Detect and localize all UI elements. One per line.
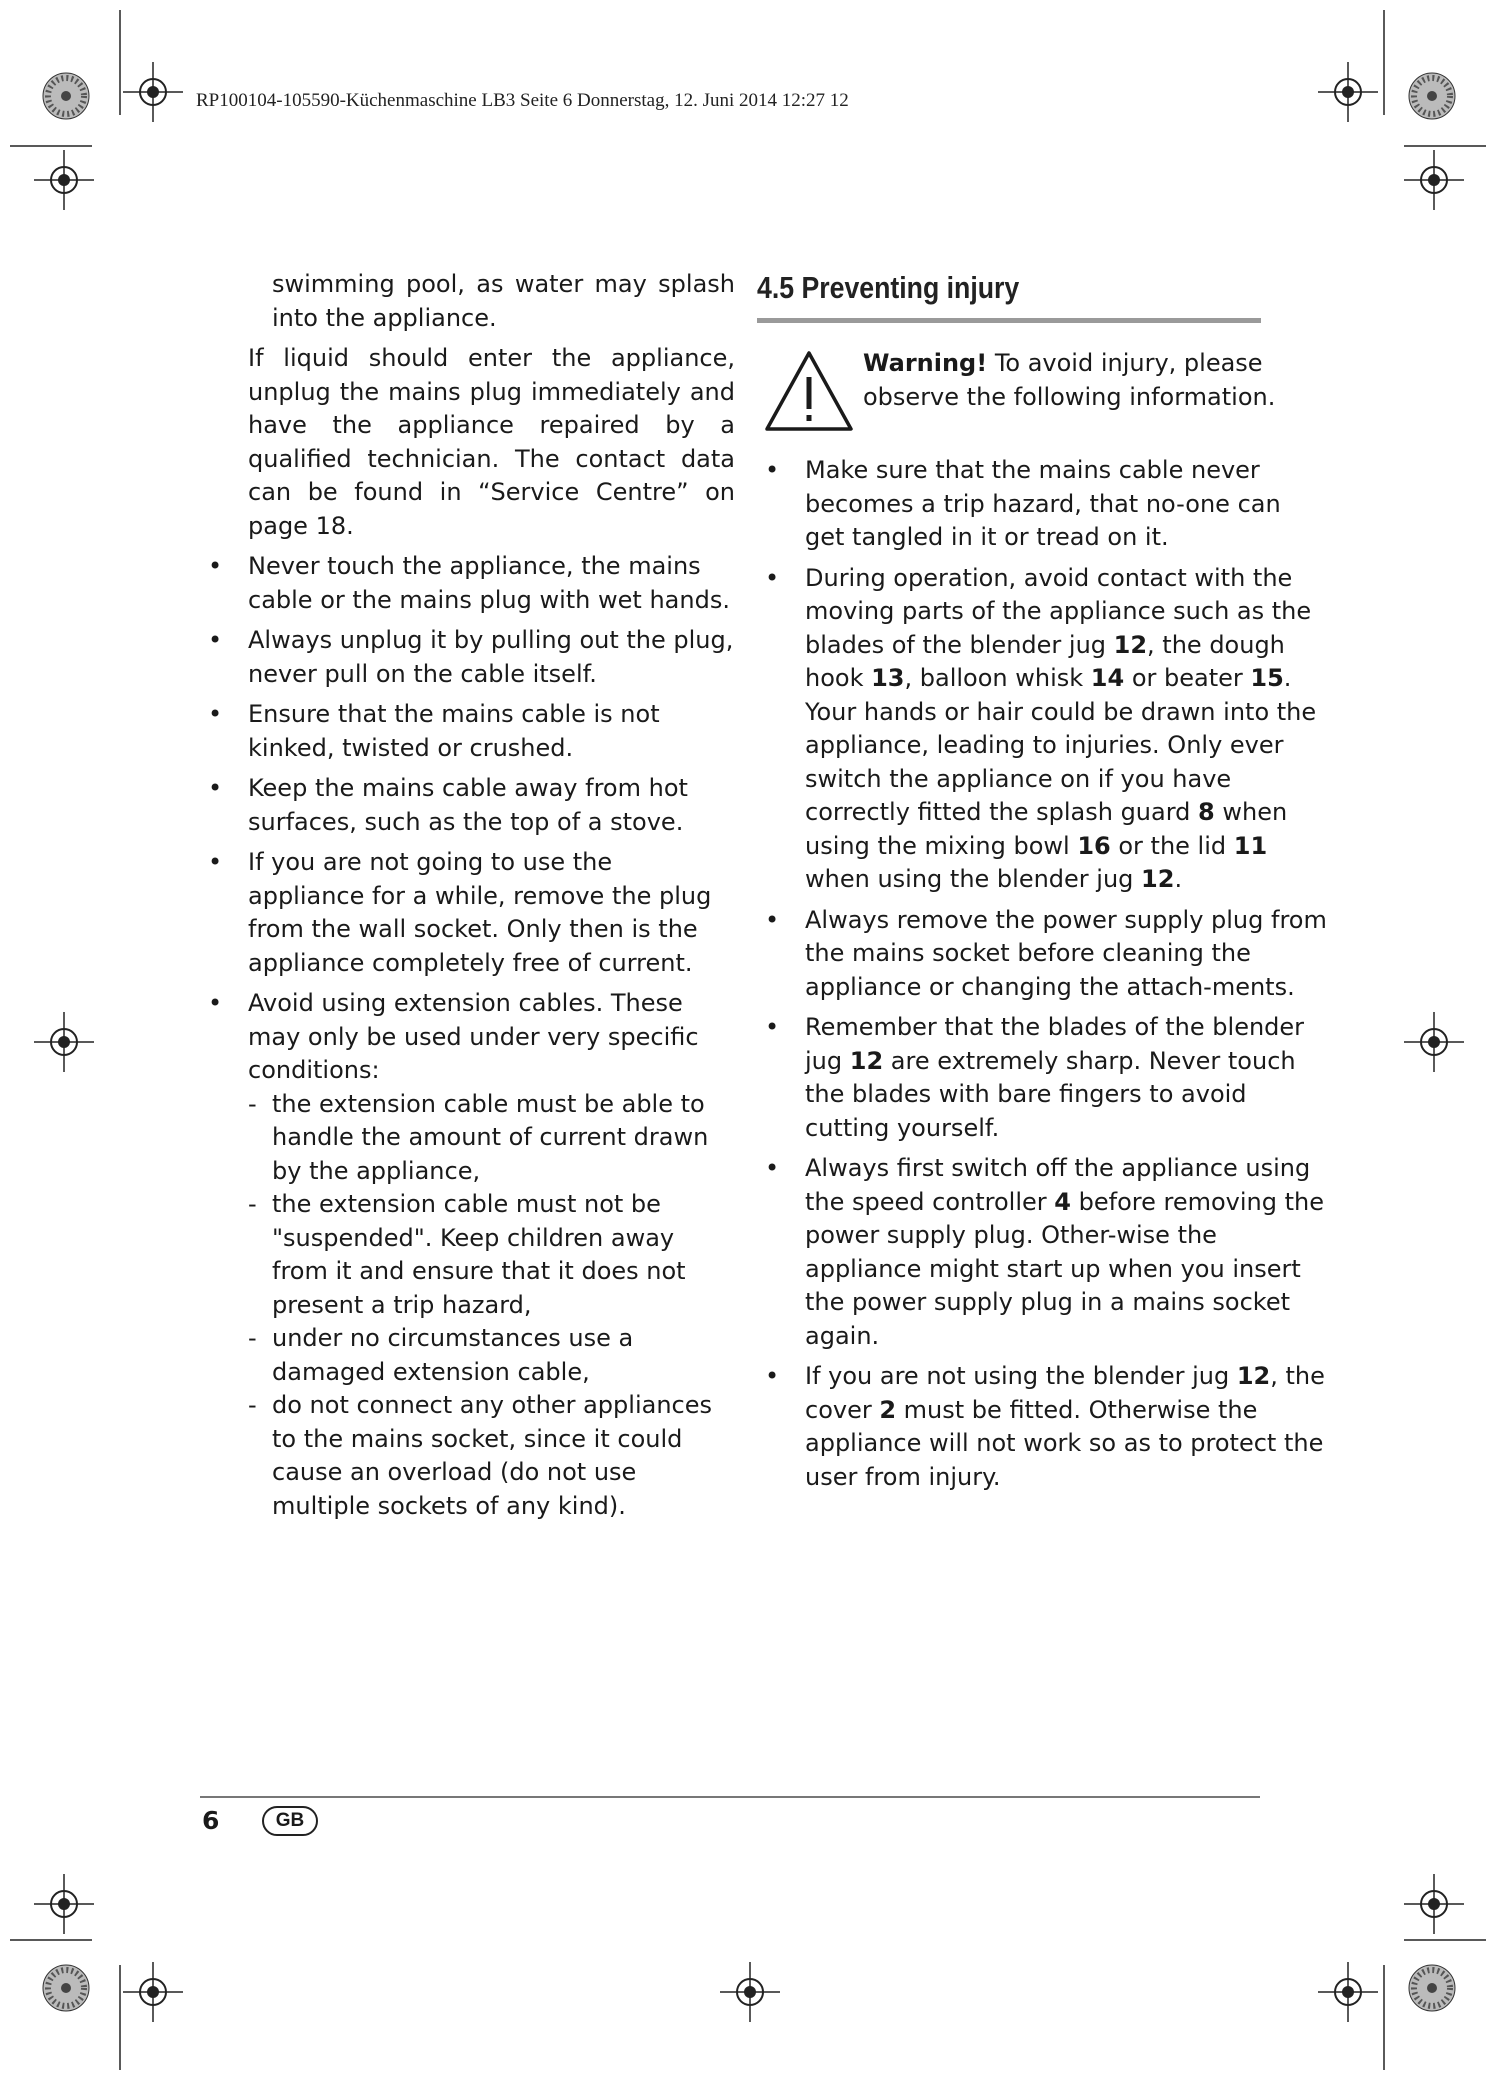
part-number: 11 — [1233, 831, 1268, 860]
warning-text: To avoid injury, please observe the following information. — [863, 349, 1276, 411]
registration-mark-icon — [123, 62, 183, 122]
registration-mark-icon — [1318, 1962, 1378, 2022]
registration-mark-icon — [123, 1962, 183, 2022]
bullet-text: During operation, avoid contact with the moving parts of the appliance such as the blades of the blender jug — [805, 563, 1312, 659]
part-number: 2 — [879, 1395, 897, 1424]
warning-label: Warning! — [863, 349, 988, 377]
bullet-glyph: • — [208, 848, 223, 876]
part-number: 14 — [1090, 664, 1125, 692]
list-item — [757, 1360, 1327, 1494]
bullet-text: , the cover — [805, 1362, 1325, 1424]
bullet-text: If you are not using the blender jug — [805, 1362, 1237, 1390]
bullet-text: Make sure that the mains cable never becomes a trip hazard, that no-one can get tangled in it or tread on it. — [805, 456, 1281, 551]
condition-item — [200, 1088, 735, 1189]
bullet-text: . — [1174, 865, 1183, 893]
bullet-glyph: • — [765, 563, 780, 592]
dash-glyph: - — [248, 1391, 257, 1419]
list-item — [200, 772, 735, 839]
warning-triangle-icon — [763, 349, 855, 433]
part-number: 8 — [1198, 798, 1215, 826]
footer-divider — [200, 1796, 1260, 1798]
list-item — [200, 846, 735, 980]
condition-text: do not connect any other appliances to the mains socket, since it could cause an overload (do not use multiple sockets of any kind). — [272, 1391, 712, 1520]
dash-glyph: - — [248, 1089, 257, 1118]
registration-mark-icon — [1404, 1012, 1464, 1072]
list-item — [200, 698, 735, 765]
bullet-text: Always remove the power supply plug from the mains socket before cleaning the appliance or changing the attach-ments. — [805, 905, 1327, 1001]
bullet-glyph: • — [208, 700, 223, 728]
continuation-text: swimming pool, as water may splash into the appliance. — [272, 270, 735, 332]
bullet-text: Always first switch off the appliance using the speed controller — [805, 1154, 1311, 1216]
right-column — [757, 268, 1327, 1494]
bullet-text: when using the blender jug — [805, 865, 1142, 893]
registration-mark-icon — [720, 1962, 780, 2022]
list-item — [757, 562, 1327, 897]
bullet-text: , the dough hook — [805, 630, 1285, 692]
page-number: 6 — [202, 1806, 220, 1835]
color-target-icon — [43, 73, 89, 119]
section-divider — [757, 318, 1261, 323]
list-item — [200, 987, 735, 1088]
condition-text: the extension cable must not be "suspended". Keep children away from it and ensure that it does not present a trip hazard, — [272, 1190, 686, 1319]
part-number: 12 — [849, 1046, 884, 1075]
registration-mark-icon — [1404, 150, 1464, 210]
part-number: 12 — [1113, 630, 1148, 659]
condition-item — [200, 1389, 735, 1523]
color-target-icon — [1409, 73, 1455, 119]
list-item — [200, 624, 735, 691]
condition-item — [200, 1188, 735, 1322]
list-item — [757, 1152, 1327, 1353]
part-number: 4 — [1054, 1187, 1071, 1216]
bullet-text: before removing the power supply plug. Other-wise the appliance might start up when you insert the power supply plug in a mains socket again. — [805, 1187, 1324, 1350]
bullet-glyph: • — [208, 774, 223, 802]
list-item — [757, 904, 1327, 1005]
bullet-glyph: • — [208, 552, 223, 580]
color-target-icon — [43, 1965, 89, 2011]
list-item — [757, 454, 1327, 555]
section-title: 4.5 Preventing injury — [757, 270, 1020, 305]
part-number: 12 — [1141, 865, 1175, 893]
dash-glyph: - — [248, 1324, 257, 1352]
bullet-glyph: • — [765, 1154, 780, 1182]
bullet-glyph: • — [765, 1362, 780, 1390]
bullet-text: Avoid using extension cables. These may only be used under very specific conditions: — [248, 989, 699, 1084]
left-column — [200, 268, 735, 1523]
bullet-glyph: • — [765, 456, 780, 484]
bullet-text: Keep the mains cable away from hot surfaces, such as the top of a stove. — [248, 774, 688, 836]
bullet-text: Remember that the blades of the blender jug — [805, 1013, 1305, 1075]
registration-mark-icon — [34, 1874, 94, 1934]
list-item — [200, 550, 735, 617]
bullet-text: when using the mixing bowl — [805, 798, 1288, 860]
condition-text: the extension cable must be able to handle the amount of current drawn by the appliance, — [272, 1089, 709, 1185]
registration-mark-icon — [34, 150, 94, 210]
bullet-text: Always unplug it by pulling out the plug, never pull on the cable itself. — [248, 626, 734, 688]
print-header-line: RP100104-105590-Küchenmaschine LB3 Seite 6 Donnerstag, 12. Juni 2014 12:27 12 — [196, 90, 849, 111]
bullet-glyph: • — [765, 905, 780, 934]
list-item — [757, 1011, 1327, 1145]
bullet-text: must be fitted. Otherwise the appliance will not work so as to protect the user from injury. — [805, 1395, 1324, 1491]
part-number: 12 — [1236, 1362, 1271, 1390]
bullet-text: are extremely sharp. Never touch the blades with bare fingers to avoid cutting yourself. — [805, 1046, 1296, 1142]
part-number: 13 — [871, 664, 905, 692]
bullet-text: , balloon whisk — [904, 664, 1091, 692]
registration-mark-icon — [34, 1012, 94, 1072]
warning-box — [757, 347, 1327, 447]
bullet-glyph: • — [208, 989, 223, 1017]
bullet-text: If you are not going to use the appliance for a while, remove the plug from the wall socket. Only then is the appliance completely free of current. — [248, 848, 712, 977]
dash-glyph: - — [248, 1190, 257, 1218]
bullet-text: Never touch the appliance, the mains cable or the mains plug with wet hands. — [248, 552, 730, 614]
registration-mark-icon — [1404, 1874, 1464, 1934]
bullet-text: . Your hands or hair could be drawn into the appliance, leading to injuries. Only ever switch the appliance on if you have correctly fitted the splash guard — [805, 664, 1317, 826]
liquid-paragraph: If liquid should enter the appliance, unplug the mains plug immediately and have the appliance repaired by a qualified technician. The contact data can be found in “Service Centre” on page 18. — [248, 344, 735, 540]
bullet-text: or beater — [1124, 664, 1251, 692]
condition-item — [200, 1322, 735, 1389]
country-badge: GB — [262, 1806, 318, 1836]
bullet-glyph: • — [765, 1013, 780, 1041]
registration-mark-icon — [1318, 62, 1378, 122]
condition-text: under no circumstances use a damaged extension cable, — [272, 1324, 634, 1386]
bullet-text: or the lid — [1110, 831, 1234, 860]
part-number: 15 — [1250, 664, 1284, 692]
color-target-icon — [1409, 1965, 1455, 2011]
part-number: 16 — [1077, 831, 1111, 860]
bullet-glyph: • — [208, 626, 223, 654]
bullet-text: Ensure that the mains cable is not kinked, twisted or crushed. — [248, 700, 660, 762]
